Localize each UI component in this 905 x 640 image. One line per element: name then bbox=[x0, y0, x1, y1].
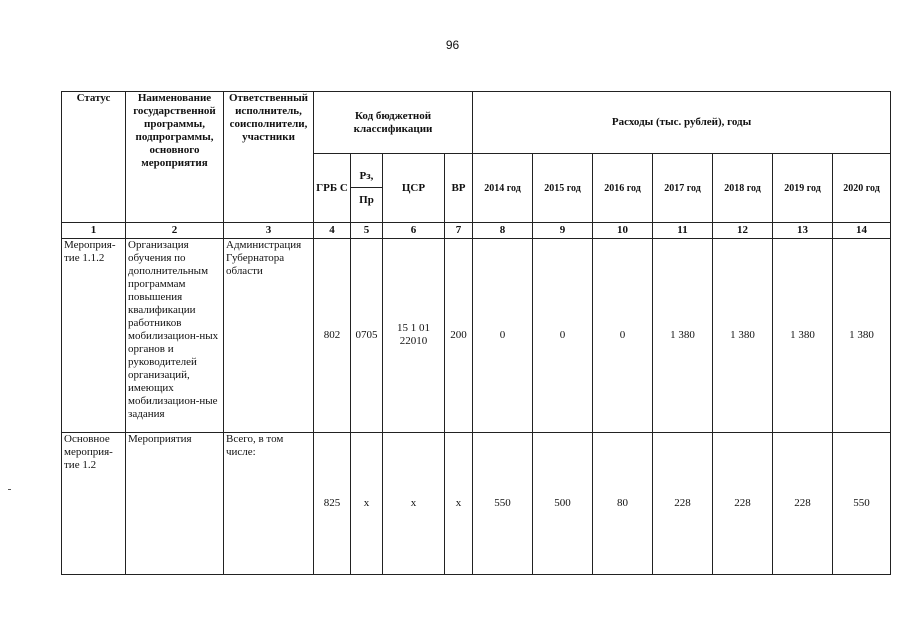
row-status: Основное мероприя-тие 1.2 bbox=[62, 433, 126, 575]
header-csr: ЦСР bbox=[383, 154, 445, 222]
row-value-2016: 0 bbox=[593, 238, 653, 432]
column-number: 11 bbox=[653, 222, 713, 238]
header-name: Наименование государственной программы, подпрограммы, основного мероприятия bbox=[126, 92, 224, 223]
row-responsible: Всего, в том числе: bbox=[224, 433, 314, 575]
row-value-2016: 80 bbox=[593, 433, 653, 575]
row-rzpr: x bbox=[351, 433, 383, 575]
header-grbs: ГРБ С bbox=[314, 154, 351, 222]
row-vr: x bbox=[445, 433, 473, 575]
row-value-2014: 550 bbox=[473, 433, 533, 575]
header-pr: Пр bbox=[359, 193, 374, 206]
row-value-2019: 228 bbox=[773, 433, 833, 575]
row-value-2015: 500 bbox=[533, 433, 593, 575]
header-status: Статус bbox=[62, 92, 126, 223]
row-responsible: Администрация Губернатора области bbox=[224, 238, 314, 432]
column-number: 1 bbox=[62, 222, 126, 238]
column-number: 2 bbox=[126, 222, 224, 238]
budget-table bbox=[61, 91, 891, 575]
header-responsible: Ответственный исполнитель, соисполнители, участники bbox=[224, 92, 314, 223]
column-number: 9 bbox=[533, 222, 593, 238]
column-number: 13 bbox=[773, 222, 833, 238]
row-value-2014: 0 bbox=[473, 238, 533, 432]
column-number: 8 bbox=[473, 222, 533, 238]
header-budget-code: Код бюджетной классификации bbox=[314, 92, 473, 154]
header-year-2017: 2017 год bbox=[653, 154, 713, 222]
row-value-2018: 1 380 bbox=[713, 238, 773, 432]
header-year-2015: 2015 год bbox=[533, 154, 593, 222]
header-row-top bbox=[62, 92, 891, 154]
column-number: 10 bbox=[593, 222, 653, 238]
header-year-2014: 2014 год bbox=[473, 154, 533, 222]
row-value-2018: 228 bbox=[713, 433, 773, 575]
header-year-2016: 2016 год bbox=[593, 154, 653, 222]
column-number: 14 bbox=[833, 222, 891, 238]
column-number: 3 bbox=[224, 222, 314, 238]
row-csr: 15 1 01 22010 bbox=[383, 238, 445, 432]
row-value-2017: 228 bbox=[653, 433, 713, 575]
row-status: Мероприя-тие 1.1.2 bbox=[62, 238, 126, 432]
column-number-row bbox=[62, 222, 891, 238]
page-number: 96 bbox=[445, 38, 460, 52]
row-value-2020: 1 380 bbox=[833, 238, 891, 432]
column-number: 7 bbox=[445, 222, 473, 238]
row-csr: x bbox=[383, 433, 445, 575]
header-expenses: Расходы (тыс. рублей), годы bbox=[473, 92, 891, 154]
row-value-2015: 0 bbox=[533, 238, 593, 432]
row-name: Мероприятия bbox=[126, 433, 224, 575]
header-vr: ВР bbox=[445, 154, 473, 222]
scan-artifact bbox=[8, 489, 11, 490]
column-number: 6 bbox=[383, 222, 445, 238]
table-row bbox=[62, 238, 891, 432]
row-value-2017: 1 380 bbox=[653, 238, 713, 432]
row-name: Организация обучения по дополнительным программам повышения квалификации работников мобилизацион-ных органов и руководителей организаций, имеющих мобилизацион-ные задания bbox=[126, 238, 224, 432]
column-number: 4 bbox=[314, 222, 351, 238]
table-row bbox=[62, 433, 891, 575]
header-year-2018: 2018 год bbox=[713, 154, 773, 222]
header-year-2019: 2019 год bbox=[773, 154, 833, 222]
row-grbs: 825 bbox=[314, 433, 351, 575]
row-vr: 200 bbox=[445, 238, 473, 432]
header-rz: Рз, bbox=[351, 170, 382, 188]
row-value-2019: 1 380 bbox=[773, 238, 833, 432]
row-rzpr: 0705 bbox=[351, 238, 383, 432]
column-number: 12 bbox=[713, 222, 773, 238]
header-rz-pr bbox=[351, 154, 383, 222]
column-number: 5 bbox=[351, 222, 383, 238]
row-value-2020: 550 bbox=[833, 433, 891, 575]
row-grbs: 802 bbox=[314, 238, 351, 432]
header-year-2020: 2020 год bbox=[833, 154, 891, 222]
